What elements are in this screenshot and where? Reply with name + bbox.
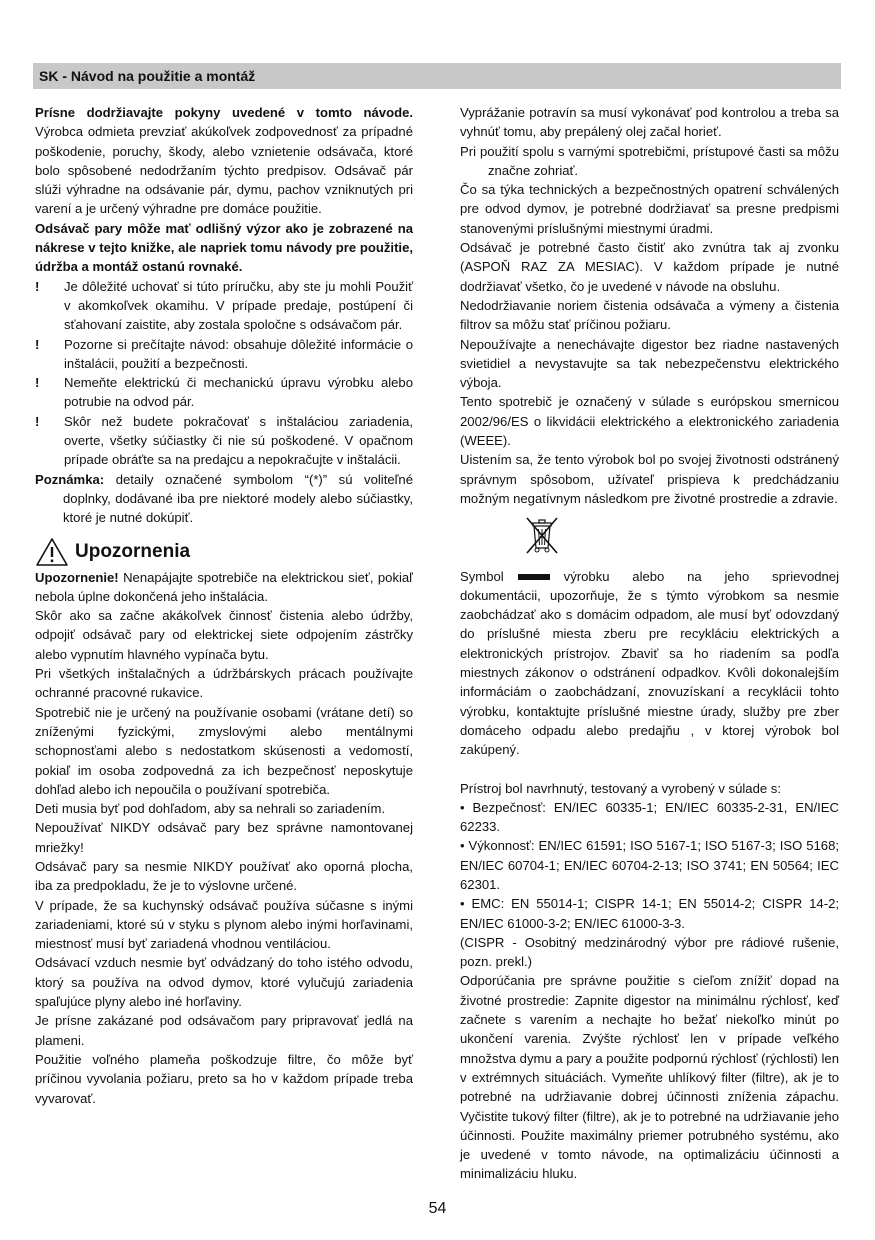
list-item: ! Pozorne si prečítajte návod: obsahuje dôležité informácie o inštalácii, použití a bezpečnosti. [35, 335, 413, 374]
compliance-intro: Prístroj bol navrhnutý, testovaný a vyrobený v súlade s: [460, 780, 781, 796]
standard-item: • Bezpečnosť: EN/IEC 60335-1; EN/IEC 60335-2-31, EN/IEC 62233. [460, 799, 839, 835]
intro-bold: Prísne dodržiavajte pokyny uvedené v tomto návode. [35, 105, 413, 120]
black-bar-icon [518, 574, 550, 580]
paragraph: Pri všetkých inštalačných a údržbárskych prácach používajte ochranné pracovné rukavice. [35, 666, 413, 701]
paragraph: V prípade, že sa kuchynský odsávač používa súčasne s inými zariadeniami, ktoré sú v styku s plynom alebo inými horľavinami, miestnosť musí byť zariadená vhodnou ventiláciou. [35, 897, 413, 952]
paragraph: Odsávací vzduch nesmie byť odvádzaný do toho istého odvodu, ktorý sa používa na odvod dymov, ktoré vylučujú zariadenia spaľujúce plyny alebo iné horľaviny. [35, 955, 413, 1010]
paragraph: Nepoužívať NIKDY odsávač pary bez správne namontovanej mriežky! [35, 820, 413, 855]
symbol-paragraph: Symbol výrobku alebo na jeho sprievodnej dokumentácii, upozorňuje, že s týmto výrobkom sa nesmie zaobchádzať ako s domácim odpadom, ale musí byť odovzdaný do príslušné miesta zberu pre recykláciu elektrických a elektronických prístrojov. Zbaviť sa ho riadením sa podľa miestnych zákonov o odstránení odpadkov. Kvôli dokonalejším informáciám o zaobchádzaní, znovuzískaní a recyklácii tohto výrobku, kontaktujte príslušné miestne úrady, služby pre zber domáceho odpadu alebo predajňu , v ktorej výrobok bol zakúpený. [460, 568, 839, 758]
appearance-note: Odsávač pary môže mať odlišný výzor ako je zobrazené na nákrese v tejto knižke, ale napriek tomu návody pre použitie, údržba a montáž ostanú rovnaké. [35, 220, 413, 275]
note-label: Poznámka: [35, 471, 105, 487]
list-item: ! Skôr než budete pokračovať s inštaláciou zariadenia, overte, všetky súčiastky či nie sú poškodené. V opačnom prípade obráťte sa na predajcu a nepokračujte v inštalácii. [35, 412, 413, 470]
paragraph: Tento spotrebič je označený v súlade s európskou smernicou 2002/96/ES o likvidácii elektrického a elektronického zariadenia (WEEE). [460, 394, 839, 449]
warning-paragraph: Upozornenie! Nenapájajte spotrebiče na elektrickou sieť, pokiaľ nebola úplne dokončená jeho inštalácia. [35, 569, 414, 604]
paragraph: Vyprážanie potravín sa musí vykonávať pod kontrolou a treba sa vyhnúť tomu, aby prepálený olej začal horieť. [460, 105, 839, 140]
paragraph: Odsávač pary sa nesmie NIKDY používať ako oporná plocha, iba za predpokladu, že je to výslovne určené. [35, 858, 413, 894]
paragraph: Spotrebič nie je určený na používanie osobami (vrátane detí) so zníženými fyzickými, zmyslovými alebo mentálnymi schopnosťami alebo s nedostatkom skúsenosti a vedomostí, pokiaľ im osoba zodpovedná za ich bezpečnosť neposkytuje dohľad alebo ich nepoučila o používaní spotrebiča. [35, 704, 413, 797]
section-title: SK - Návod na použitie a montáž [39, 68, 256, 84]
standard-item: • Výkonnosť: EN/IEC 61591; ISO 5167-1; ISO 5167-3; ISO 5168; EN/IEC 60704-1; EN/IEC 60704-2-13; ISO 3741; EN 50564; IEC 62301. [460, 838, 839, 892]
intro-paragraph [35, 103, 413, 219]
page-number: 54 [428, 1200, 447, 1217]
paragraph: Je prísne zakázané pod odsávačom pary pripravovať jedlá na plameni. [35, 1013, 413, 1048]
standard-item: • EMC: EN 55014-1; CISPR 14-1; EN 55014-2; CISPR 14-2; EN/IEC 61000-3-2; EN/IEC 61000-3-3. [460, 896, 839, 931]
list-item: ! Nemeňte elektrickú či mechanickú úpravu výrobku alebo potrubie na odvod pár. [35, 373, 413, 412]
paragraph: Deti musia byť pod dohľadom, aby sa nehrali so zariadením. [35, 801, 386, 817]
paragraph: Odsávač je potrebné často čistiť ako zvnútra tak aj zvonku (ASPOŇ RAZ ZA MESIAC). V každom prípade je nutné dodržiavať všetko, čo je uvedené v návode na obsluhu. [460, 240, 839, 294]
crossed-bin-icon [522, 515, 562, 555]
exclamation-icon: ! [35, 375, 40, 391]
warning-triangle-icon [35, 537, 69, 567]
exclamation-icon: ! [35, 336, 40, 352]
note-text: detaily označené symbolom “(*)” sú voliteľné doplnky, dodávané iba pre niektoré modely alebo súčiastky, ktoré je nutné dokúpiť. [63, 471, 413, 526]
right-column [460, 103, 839, 1184]
warnings-title: Upozornenia [75, 540, 191, 562]
exclamation-icon: ! [35, 413, 40, 429]
paragraph: Skôr ako sa začne akákoľvek činnosť čistenia alebo údržby, odpojiť odsávač pary od elektrickej siete odpojením zástrčky alebo vypnutím hlavného vypínača bytu. [35, 608, 413, 662]
list-item: ! Je dôležité uchovať si túto príručku, aby ste ju mohli Použiť v akomkoľvek okamihu. V prípade predaje, postúpení či sťahovaní zaistite, aby zostala spoločne s odsávačom pár. [35, 277, 413, 335]
warning-label: Upozornenie! [35, 569, 119, 585]
paragraph: Uistením sa, že tento výrobok bol po svojej životnosti odstránený správnym spôsobom, užívateľ prispieva k predchádzaniu možným negatívnym následkom pre životné prostredie a zdravie. [460, 452, 839, 506]
exclamation-icon: ! [35, 278, 40, 294]
section-header [33, 63, 841, 89]
left-column [35, 103, 413, 1108]
paragraph: Nedodržiavanie noriem čistenia odsávača a výmeny a čistenia filtrov sa môžu stať príčinou požiaru. [460, 297, 839, 333]
paragraph: (CISPR - Osobitný medzinárodný výbor pre rádiové rušenie, pozn. prekl.) [460, 934, 839, 970]
paragraph: Odporúčania pre správne použitie s cieľom znížiť dopad na životné prostredie: Zapnite digestor na minimálnu rýchlosť, keď začnete s varením a nechajte ho bežať niekoľko minút po ukončení varenia. Zvýšte rýchlosť len v prípade veľkého množstva dymu a pary a použite podpornú rýchlosť (rýchlosti) len v extrémnych situáciách. Vymeňte uhlíkový filter (filtre), ak je to potrebné na udržiavanie dobrej účinnosti zníženia zápachu. Vyčistite tukový filter (filtre), ak je to potrebné na udržiavanie jeho účinnosti. Použite maximálny priemer potrubného systému, ako je uvedené v tomto návode, na optimalizáciu účinnosti a minimalizáciu hluku. [460, 973, 839, 1182]
note-paragraph [35, 470, 413, 528]
paragraph: Čo sa týka technických a bezpečnostných opatrení schválených pre odvod dymov, je potrebné dodržiavať sa presne predpismi stanovenými príslušnými miestnymi úradmi. [460, 182, 839, 236]
paragraph: Nepoužívajte a nenechávajte digestor bez riadne nastavených svietidiel a nevystavujte sa tak nebezpečenstvu elektrického výboja. [460, 336, 839, 391]
warnings-heading [35, 537, 413, 567]
paragraph: Použitie voľného plameňa poškodzuje filtre, čo môže byť príčinou vyvolania požiaru, preto sa ho v každom prípade treba vyvarovať. [35, 1051, 413, 1106]
paragraph: Pri použití spolu s varnými spotrebičmi, prístupové časti sa môžu značne zohriať. [460, 143, 839, 178]
intro-text: Výrobca odmieta prevziať akúkoľvek zodpovednosť za prípadné poškodenie, poruchy, škody, alebo vznietenie odsávača, ktoré bolo spôsobené nedodržaním týchto predpisov. Odsávač pár slúži výhradne na odsávanie pár, dymu, pachov vzniknutých pri varení a je určený výhradne pre domáce použitie. [35, 124, 413, 217]
